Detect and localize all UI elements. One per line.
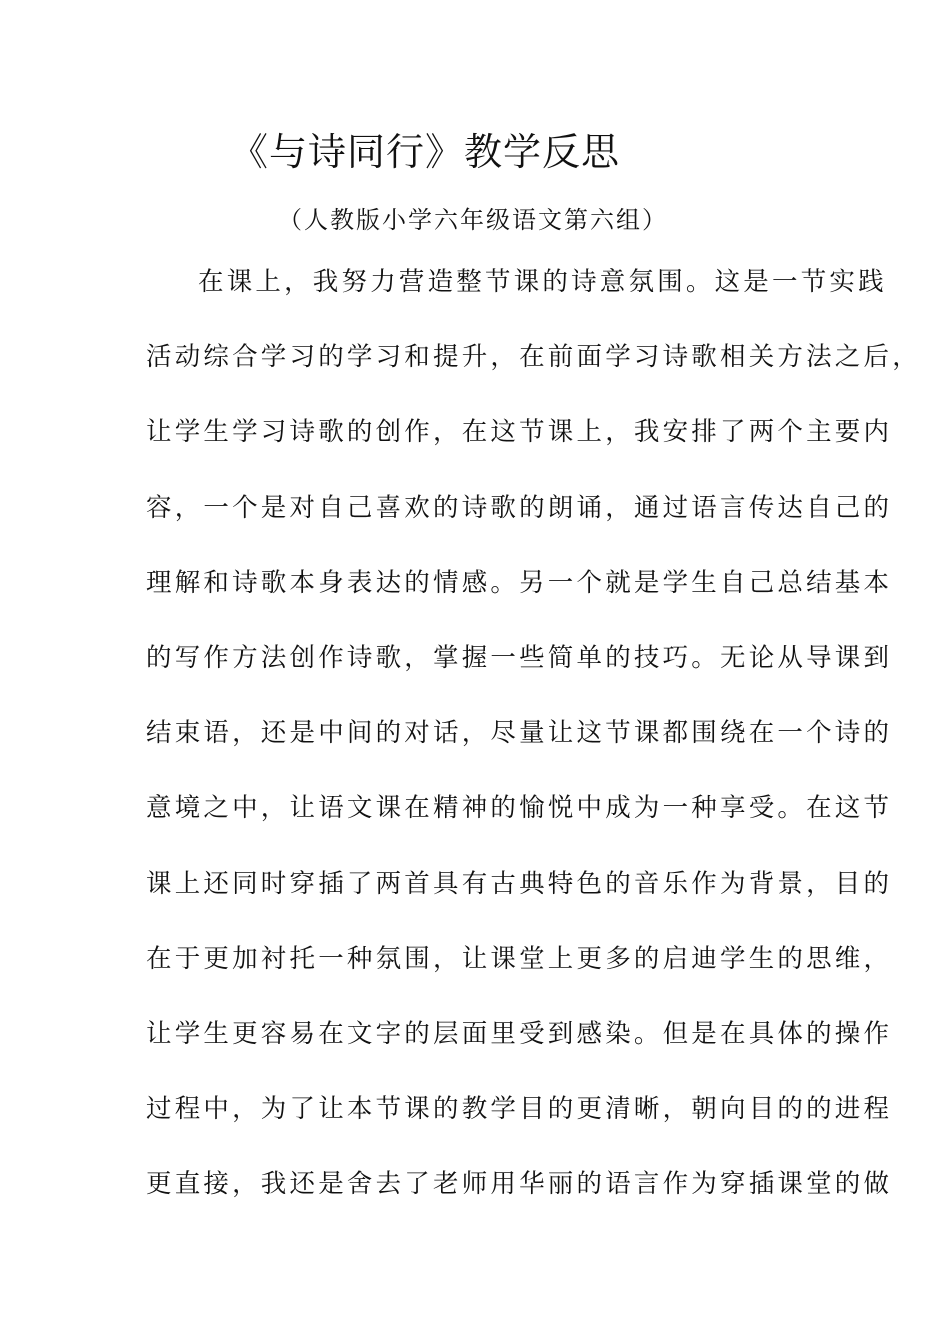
text-line: 让学生学习诗歌的创作，在这节课上，我安排了两个主要内 bbox=[146, 417, 893, 448]
text-line: 课上还同时穿插了两首具有古典特色的音乐作为背景，目的 bbox=[146, 868, 893, 899]
document-title: 《与诗同行》教学反思 bbox=[230, 130, 621, 174]
text-line: 在于更加衬托一种氛围，让课堂上更多的启迪学生的思维， bbox=[146, 943, 893, 974]
text-line: 让学生更容易在文字的层面里受到感染。但是在具体的操作 bbox=[146, 1018, 893, 1049]
text-line: 更直接，我还是舍去了老师用华丽的语言作为穿插课堂的做 bbox=[146, 1169, 893, 1200]
document-subtitle: （人教版小学六年级语文第六组） bbox=[278, 206, 668, 234]
text-line: 结束语，还是中间的对话，尽量让这节课都围绕在一个诗的 bbox=[146, 718, 893, 749]
text-line: 意境之中，让语文课在精神的愉悦中成为一种享受。在这节 bbox=[146, 793, 893, 824]
text-line: 的写作方法创作诗歌，掌握一些简单的技巧。无论从导课到 bbox=[146, 642, 893, 673]
text-line: 理解和诗歌本身表达的情感。另一个就是学生自己总结基本 bbox=[146, 567, 893, 598]
text-line: 在课上，我努力营造整节课的诗意氛围。这是一节实践 bbox=[198, 267, 887, 297]
text-line: 活动综合学习的学习和提升，在前面学习诗歌相关方法之后， bbox=[146, 342, 921, 373]
text-line: 过程中，为了让本节课的教学目的更清晰，朝向目的的进程 bbox=[146, 1094, 893, 1125]
body-paragraph bbox=[146, 258, 921, 1235]
text-line: 容，一个是对自己喜欢的诗歌的朗诵，通过语言传达自己的 bbox=[146, 492, 893, 523]
